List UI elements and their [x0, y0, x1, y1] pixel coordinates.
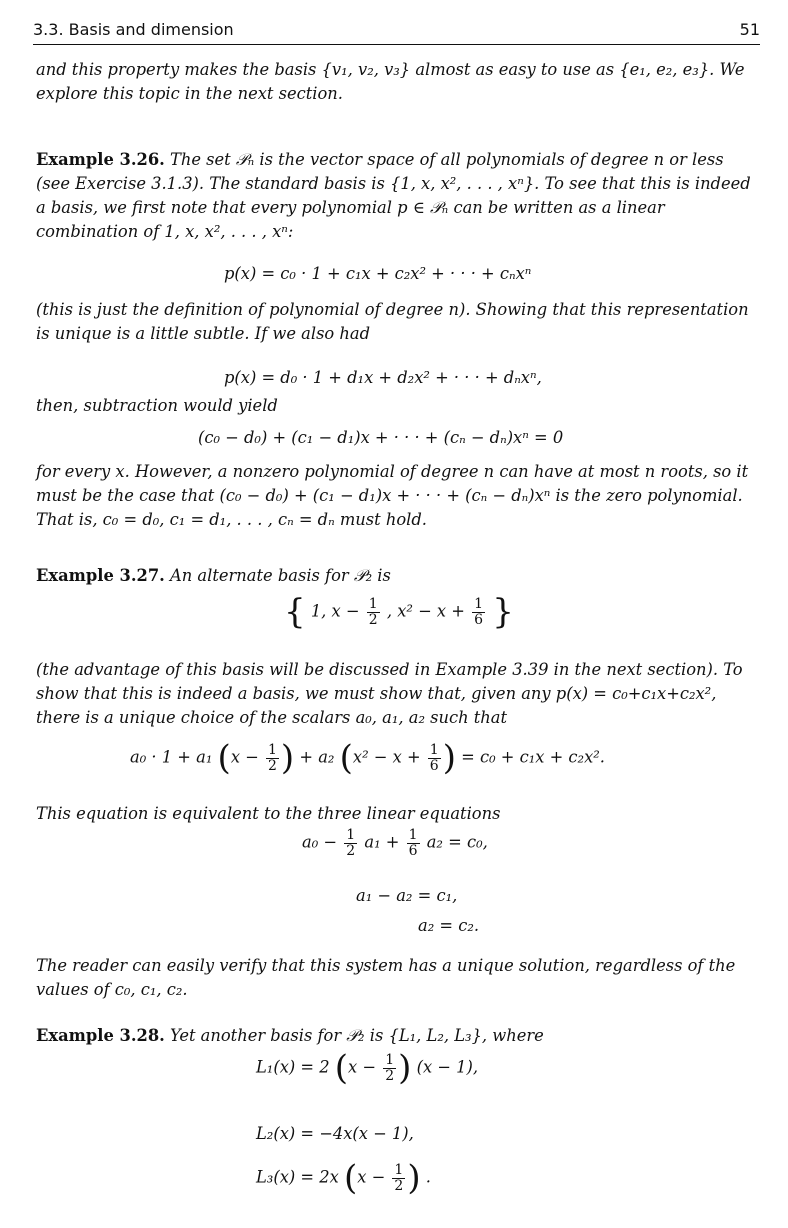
intro-paragraph: and this property makes the basis {v₁, v₂, v₃} almost as easy to use as {e₁, e₂, e₃}. We explore this topic in the next section.	[36, 60, 745, 103]
example-3-28-text	[36, 1024, 762, 1048]
system-equation-2: a₁ − a₂ = c₁,	[356, 886, 458, 905]
equation-subtraction: (c₀ − d₀) + (c₁ − d₁)x + · · · + (cₙ − dₙ)xⁿ = 0	[198, 428, 564, 447]
lagrange-L1: L₁(x) = 2 (x − $\frac{1}{2}$ ) (x − 1),	[256, 1048, 479, 1088]
example-3-28-body: Yet another basis for 𝒫₂ is {L₁, L₂, L₃}, where	[170, 1026, 544, 1045]
example-3-28-label: Example 3.28.	[36, 1026, 165, 1045]
example-3-26-text2: (this is just the definition of polynomial of degree n). Showing that this representation is unique is a little subtle. If we also had	[36, 300, 749, 343]
example-3-26-body: The set 𝒫ₙ is the vector space of all polynomials of degree n or less (see Exercise 3.1.3). The standard basis is {1, x, x², . . . , xⁿ}. To see that this is indeed a basis, we first note that every polynomial p ∈ 𝒫ₙ can be written as a linear combination of 1, x, x², . . . , xⁿ:	[36, 150, 751, 241]
lagrange-L3: L₃(x) = 2x (x − $\frac{1}{2}$ ) .	[256, 1158, 431, 1198]
system-equation-3: a₂ = c₂.	[418, 916, 480, 935]
page-number: 51	[739, 20, 760, 39]
lagrange-L2: L₂(x) = −4x(x − 1),	[256, 1124, 414, 1143]
example-3-26-text3: then, subtraction would yield	[36, 396, 278, 415]
example-3-27-body: An alternate basis for 𝒫₂ is	[170, 566, 391, 585]
example-3-27-label: Example 3.27.	[36, 566, 165, 585]
system-equation-1: a₀ − $\frac{1}{2}$ a₁ + $\frac{1}{6}$ a₂ = c₀,	[302, 827, 488, 859]
equation-linear-combination: a₀ · 1 + a₁ (x − $\frac{1}{2}$ ) + a₂ (x² − x + $\frac{1}{6}$ ) = c₀ + c₁x + c₂x².	[130, 738, 605, 778]
example-3-27-text2: (the advantage of this basis will be discussed in Example 3.39 in the next section). To show that this is indeed a basis, we must show that, given any p(x) = c₀+c₁x+c₂x², there is a unique choice of the scalars a₀, a₁, a₂ such that	[36, 660, 743, 727]
alternate-basis-set: { 1, x − $\frac{1}{2}$ , x² − x + $\frac{1}{6}$ }	[284, 592, 514, 632]
equation-p-d: p(x) = d₀ · 1 + d₁x + d₂x² + · · · + dₙxⁿ,	[224, 368, 542, 387]
section-title: 3.3. Basis and dimension	[33, 20, 234, 39]
example-3-26-text	[36, 148, 762, 244]
example-3-27-text3: This equation is equivalent to the three linear equations	[36, 804, 501, 823]
example-3-27-text4: The reader can easily verify that this system has a unique solution, regardless of the values of c₀, c₁, c₂.	[36, 956, 736, 999]
equation-p-c: p(x) = c₀ · 1 + c₁x + c₂x² + · · · + cₙxⁿ	[224, 264, 532, 283]
example-3-26-text4: for every x. However, a nonzero polynomial of degree n can have at most n roots, so it must be the case that (c₀ − d₀) + (c₁ − d₁)x + · · · + (cₙ − dₙ)xⁿ is the zero polynomial. That is, c₀ = d₀, c₁ = d₁, . . . , cₙ = dₙ must hold.	[36, 462, 749, 529]
example-3-26-label: Example 3.26.	[36, 150, 165, 169]
example-3-27-text	[36, 564, 762, 588]
running-header	[33, 14, 760, 45]
